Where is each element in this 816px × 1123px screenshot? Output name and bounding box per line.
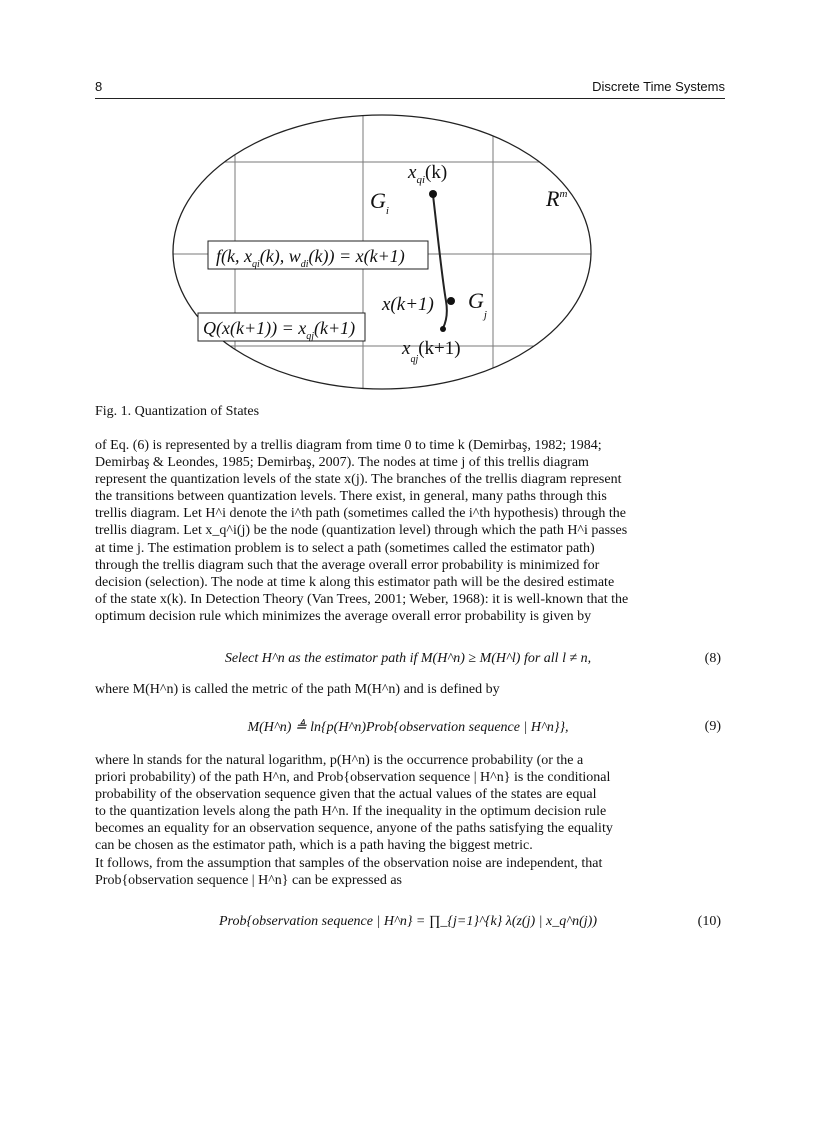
label-xqj: $x_{qj}(k+1)$ [402,338,461,365]
para1-line: trellis diagram. Let H^i denote the i^th path (sometimes called the i^th hypothesis) through the [95,506,626,522]
equation-9 [95,719,721,737]
figure-caption: Fig. 1. Quantization of States [95,404,260,419]
equation-8-number: (8) [704,651,721,666]
label-xqi-k: $x_{qi}(k)$ [408,162,448,186]
node-xqj [440,326,446,332]
para3-line: Prob{observation sequence | H^n} can be expressed as [95,872,402,888]
equation-10 [95,914,721,932]
node-xk1 [447,297,455,305]
label-xk1: x(k+1) [382,294,434,315]
para3-line: probability of the observation sequence given that the actual values of the states are equal [95,787,597,803]
para1-line: optimum decision rule which minimizes the average overall error probability is given by [95,608,592,624]
para1-line: decision (selection). The node at time k along this estimator path will be the desired estimate [95,574,615,590]
paragraph-3 [95,752,721,889]
para1-line: represent the quantization levels of the state x(j). The branches of the trellis diagram represent [95,472,622,488]
para3-line: can be chosen as the estimator path, which is a path having the biggest metric. [95,838,533,854]
label-rm: $R^m$ [546,186,568,211]
para3-line: to the quantization levels along the path H^n. If the inequality in the optimum decision rule [95,804,607,820]
para1-line: Demirbaş & Leondes, 1985; Demirbaş, 2007). The nodes at time j of this trellis diagram [95,455,589,471]
equation-9-expression: M(H^n) ≜ ln{p(H^n)Prob{observation sequence | H^n}}, [247,720,569,735]
equation-9-number: (9) [704,719,721,734]
para2-line: where M(H^n) is called the metric of the path M(H^n) and is defined by [95,682,500,697]
para3-line: where ln stands for the natural logarithm, p(H^n) is the occurrence probability (or the a [95,753,584,768]
transition-path [433,195,447,328]
equation-10-number: (10) [697,914,721,929]
box-f-label: f(k, $x_{qi}(k)$, $w_{di}(k)) = x(k+1)$ [216,246,405,270]
para1-line: of the state x(k). In Detection Theory (Van Trees, 2001; Weber, 1968): it is well-known that the [95,591,629,607]
para3-line: becomes an equality for an observation sequence, anyone of the paths satisfying the equality [95,821,613,837]
para3-line: It follows, from the assumption that samples of the observation noise are independent, that [95,855,603,871]
para1-line: at time j. The estimation problem is to select a path (sometimes called the estimator path) [95,540,595,556]
node-xqi [429,190,437,198]
equation-10-expression: Prob{observation sequence | H^n} = ∏_{j=1}^{k} λ(z(j) | x_q^n(j)) [218,914,597,929]
para3-line: priori probability) of the path H^n, and Prob{observation sequence | H^n} is the conditional [95,770,611,786]
running-title: Discrete Time Systems [592,79,725,94]
paragraph-2 [95,681,721,698]
page-number: 8 [95,79,103,94]
header-rule [95,98,725,99]
para1-line: through the trellis diagram such that the average overall error probability is minimized for [95,557,600,573]
para1-line: of Eq. (6) is represented by a trellis diagram from time 0 to time k (Demirbaş, 1982; 1984; [95,438,602,453]
label-gj: $G_j$ [468,288,487,321]
quantization-figure [170,108,600,400]
label-gi: $G_i$ [370,188,389,217]
equation-8 [95,651,721,669]
equation-8-expression: Select H^n as the estimator path if M(H^n) ≥ M(H^l) for all l ≠ n, [224,651,592,666]
paragraph-1 [95,437,721,625]
para1-line: trellis diagram. Let x_q^i(j) be the node (quantization level) through which the path H^i passes [95,523,628,539]
para1-line: the transitions between quantization levels. There exist, in general, many paths through this [95,489,607,505]
box-q-label: $Q(x(k+1)) = x_{qj}(k+1)$ [203,318,356,342]
